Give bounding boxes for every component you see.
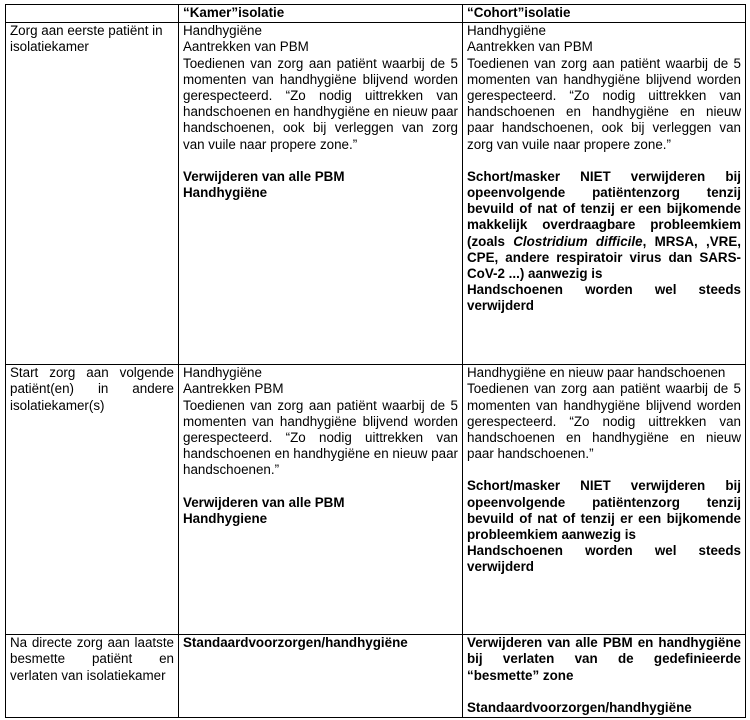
step-text-part: Schort/masker NIET verwijderen bij opeenvolgende patiëntenzorg tenzij bevuild of nat of tenzij er een bijkomende makkelijk overdraagbare probleemkiem (zoals (467, 168, 741, 249)
cohort-cell (463, 635, 746, 718)
header-cohortisolatie: “Cohort”isolatie (463, 5, 746, 23)
step-text-bold: Verwijderen van alle PBM (183, 494, 345, 510)
step-text-bold: Handschoenen worden wel steeds verwijderd (467, 282, 741, 314)
step-text-bold: Schort/masker NIET verwijderen bij opeenvolgende patiëntenzorg tenzij bevuild of nat of tenzij er een bijkomende probleemkiem aanwezig is (467, 478, 741, 543)
step-text: Toedienen van zorg aan patiënt waarbij de 5 momenten van handhygiëne blijvend worden gerespecteerd. “Zo nodig uittrekken van handschoenen en handhygiëne en nieuw paar handschoenen, ook bij verleggen van zorg van vuile naar propere zone.” (183, 55, 458, 152)
step-text: Toedienen van zorg aan patiënt waarbij de 5 momenten van handhygiëne blijvend worden gerespecteerd. “Zo nodig uittrekken van handschoenen en handhygiëne en nieuw paar handschoenen, ook bij verleggen van zorg van vuile naar propere zone.” (467, 55, 741, 152)
row-label: Zorg aan eerste patiënt in isolatiekamer (6, 23, 179, 365)
step-text-bold: Handschoenen worden wel steeds verwijderd (467, 543, 741, 575)
header-kamerisolatie: “Kamer”isolatie (179, 5, 463, 23)
step-text-bold: Handhygiene (183, 510, 268, 526)
step-text-bold: Standaardvoorzorgen/handhygiëne (183, 635, 408, 651)
step-text: Handhygiëne (183, 365, 262, 381)
step-text-part: , MRSA, ,VRE, CPE, andere respiratoir virus dan SARS-CoV-2 ...) aanwezig is (467, 233, 742, 282)
kamer-cell (179, 23, 463, 365)
step-text-bold: Verwijderen van alle PBM en handhygiëne bij verlaten van de gedefinieerde “besmette” zone (467, 635, 741, 683)
header-cell-empty (6, 5, 179, 23)
table-row (6, 365, 746, 635)
step-text: Aantrekken PBM (183, 381, 284, 397)
pathogen-name: Clostridium difficile (513, 233, 643, 249)
row-label: Na directe zorg aan laatste besmette patiënt en verlaten van isolatiekamer (6, 635, 179, 718)
step-text: Aantrekken van PBM (183, 39, 309, 55)
step-text: Handhygiëne (467, 23, 546, 39)
kamer-cell (179, 635, 463, 718)
table-row (6, 635, 746, 718)
step-text: Toedienen van zorg aan patiënt waarbij de 5 momenten van handhygiëne blijvend worden gerespecteerd. “Zo nodig uittrekken van handschoenen en handhygiëne en nieuw paar handschoenen.” (467, 381, 741, 462)
step-text-bold: Handhygiëne (183, 185, 268, 201)
header-row (6, 5, 746, 23)
step-text: Toedienen van zorg aan patiënt waarbij de 5 momenten van handhygiëne blijvend worden gerespecteerd. “Zo nodig uittrekken van handschoenen en handhygiëne en nieuw paar handschoenen.” (183, 397, 458, 478)
kamer-cell (179, 365, 463, 635)
step-text-bold: Standaardvoorzorgen/handhygiëne (467, 699, 692, 715)
cohort-cell (463, 365, 746, 635)
row-label: Start zorg aan volgende patiënt(en) in andere isolatiekamer(s) (6, 365, 179, 635)
cohort-cell (463, 23, 746, 365)
step-text: Handhygiëne (183, 23, 262, 39)
step-text: Handhygiëne en nieuw paar handschoenen (467, 365, 726, 381)
step-text: Aantrekken van PBM (467, 39, 593, 55)
isolation-procedures-table (5, 4, 746, 718)
step-text-bold (467, 169, 741, 282)
step-text-bold: Verwijderen van alle PBM (183, 168, 345, 184)
table-row (6, 23, 746, 365)
